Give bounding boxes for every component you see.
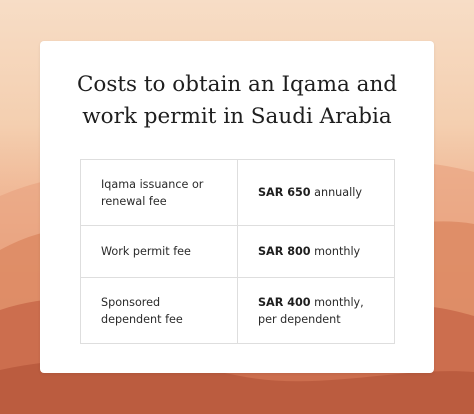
card-title-line-1: Costs to obtain an Iqama and	[76, 72, 398, 97]
fee-label-line: Sponsored	[101, 295, 161, 309]
fee-amount-cell	[238, 278, 395, 344]
fee-amount: SAR 800	[258, 245, 311, 258]
fee-period: monthly	[310, 245, 361, 258]
fee-label-line: renewal fee	[101, 194, 167, 208]
card-title	[40, 69, 434, 133]
fee-amount: SAR 650	[258, 186, 311, 199]
fee-label-line: dependent fee	[101, 312, 183, 326]
table-row	[81, 226, 395, 278]
fee-amount-cell	[238, 226, 395, 278]
fee-label-line: Iqama issuance or	[101, 177, 204, 191]
fee-period: annually	[310, 186, 362, 199]
fee-label-cell	[81, 226, 238, 278]
fee-period-line: per dependent	[258, 312, 341, 326]
fee-amount-cell	[238, 160, 395, 226]
info-card	[40, 41, 434, 373]
fee-label-cell	[81, 278, 238, 344]
table-row	[81, 278, 395, 344]
card-title-line-2: work permit in Saudi Arabia	[82, 104, 392, 129]
fee-period: monthly,	[310, 295, 364, 309]
fee-label-cell	[81, 160, 238, 226]
fee-label-line: Work permit fee	[101, 245, 191, 258]
fee-amount: SAR 400	[258, 295, 311, 309]
table-row	[81, 160, 395, 226]
costs-table	[80, 159, 395, 344]
